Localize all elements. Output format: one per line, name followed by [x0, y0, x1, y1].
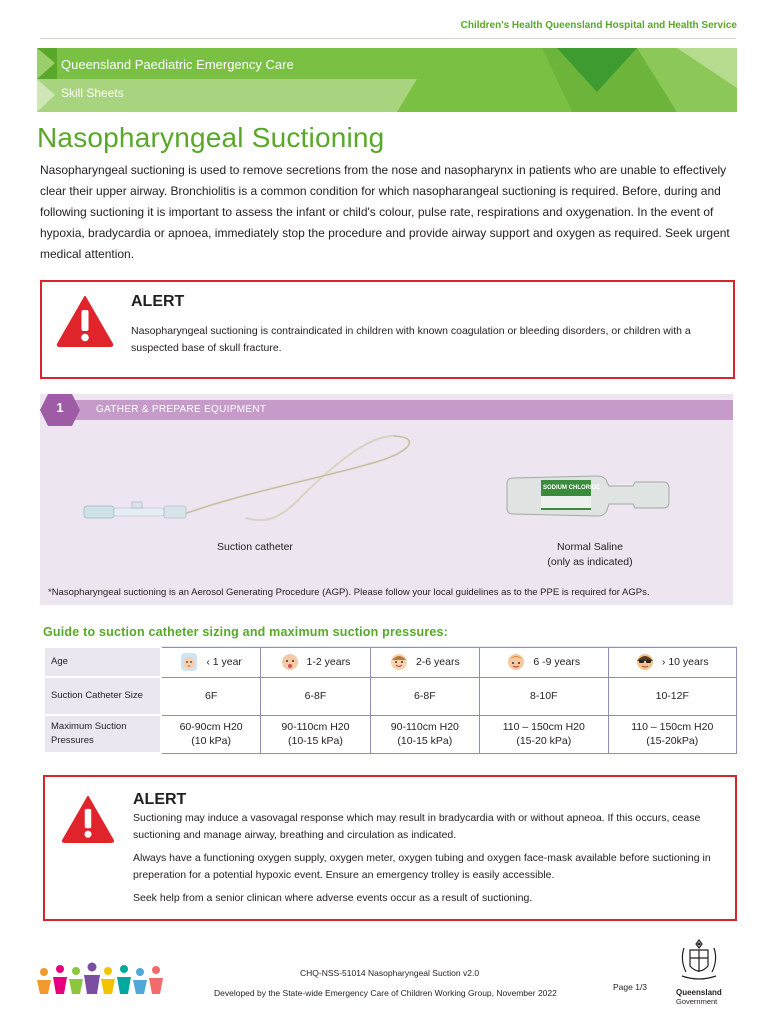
- table-row-size: [44, 677, 737, 715]
- age-label: 1-2 years: [306, 656, 351, 668]
- government-name: Queensland: [676, 988, 722, 997]
- row-label-pressure: Maximum Suction Pressures: [44, 715, 161, 753]
- sizing-table: [43, 646, 737, 754]
- child-face-icon: [390, 653, 408, 671]
- age-cell: [161, 647, 261, 677]
- pressure-cell: [608, 715, 737, 753]
- equipment-panel: [40, 394, 733, 605]
- pressure-cm: 60-90cm H20: [179, 721, 243, 733]
- guide-title: Guide to suction catheter sizing and maximum suction pressures:: [43, 625, 449, 639]
- alert-box-contraindications: [40, 280, 735, 379]
- pressure-cm: 110 – 150cm H20: [502, 721, 585, 733]
- size-cell: 6-8F: [370, 677, 479, 715]
- banner: [37, 48, 737, 112]
- pressure-kpa: (15-20 kPa): [516, 735, 572, 747]
- organisation-name: Children's Health Queensland Hospital and Health Service: [460, 20, 737, 31]
- pressure-kpa: (10-15 kPa): [288, 735, 343, 747]
- saline-caption-line2: (only as indicated): [547, 556, 633, 568]
- developed-by: Developed by the State-wide Emergency Care of Children Working Group, November 2022: [214, 988, 557, 998]
- pressure-cell: [480, 715, 608, 753]
- size-cell: 6-8F: [261, 677, 370, 715]
- intro-paragraph: Nasopharyngeal suctioning is used to remove secretions from the nose and nasopharynx in patients who are unable to effectively clear their upper airway. Bronchiolitis is a common condition for which nasopharangeal suctioning is required. Before, during and following suctioning it is important to assess the infant or child's colour, pulse rate, respirations and oxygenation. In the event of hypoxia, bradycardia or apnoea, immediately stop the procedure and provide airway support and oxygen as required. Seek urgent medical attention.: [40, 163, 730, 261]
- row-label-age: Age: [44, 647, 161, 677]
- pressure-cell: [261, 715, 370, 753]
- alert-text: Nasopharyngeal suctioning is contraindicated in children with known coagulation or bleeding disorders, or children with a suspected base of skull fracture.: [131, 325, 691, 354]
- step-label: GATHER & PREPARE EQUIPMENT: [96, 404, 267, 415]
- pressure-kpa: (15-20kPa): [646, 735, 699, 747]
- step-bar: [52, 400, 733, 420]
- alert-paragraph: Always have a functioning oxygen supply, oxygen meter, oxygen tubing and oxygen face-mask available before suctioning in preperation for a potential hypoxic event. Ensure an emergency trolley is easily accessible.: [133, 852, 711, 881]
- pressure-cell: [370, 715, 479, 753]
- size-cell: 6F: [161, 677, 261, 715]
- warning-icon: [56, 295, 114, 347]
- saline-label: SODIUM CHLORIDE: [543, 485, 600, 491]
- age-label: 2-6 years: [415, 656, 460, 668]
- table-row-pressure: [44, 715, 737, 753]
- pressure-cm: 90-110cm H20: [390, 721, 459, 733]
- header-rule: [40, 38, 736, 39]
- suction-catheter-image: [76, 432, 466, 532]
- older-child-face-icon: [507, 653, 525, 671]
- age-label: 6 -9 years: [533, 656, 581, 668]
- banner-subtitle: Skill Sheets: [61, 86, 124, 100]
- queensland-crest-icon: [676, 936, 722, 986]
- age-label: › 10 years: [661, 656, 709, 668]
- pressure-cell: [161, 715, 261, 753]
- alert-text: [133, 810, 723, 913]
- pressure-kpa: (10 kPa): [191, 735, 231, 747]
- size-cell: 8-10F: [480, 677, 608, 715]
- saline-caption-line1: Normal Saline: [557, 541, 623, 553]
- age-cell: [261, 647, 370, 677]
- warning-icon: [61, 795, 115, 843]
- age-cell: [370, 647, 479, 677]
- page-title: Nasopharyngeal Suctioning: [37, 122, 385, 153]
- agp-note: *Nasopharyngeal suctioning is an Aerosol Generating Procedure (AGP). Please follow your local guidelines as to the PPE is required for AGPs.: [48, 587, 650, 598]
- document-id: CHQ-NSS-51014 Nasopharyngeal Suction v2.0: [300, 968, 480, 978]
- normal-saline-image: [505, 472, 675, 520]
- step-number: 1: [56, 400, 64, 415]
- size-cell: 10-12F: [608, 677, 737, 715]
- age-cell: [480, 647, 608, 677]
- page-number: Page 1/3: [613, 982, 648, 992]
- infant-face-icon: [180, 653, 198, 671]
- toddler-face-icon: [281, 653, 299, 671]
- alert-box-vasovagal: [43, 775, 737, 921]
- pressure-cm: 110 – 150cm H20: [631, 721, 714, 733]
- children-logo: [36, 962, 166, 1002]
- teen-face-icon: [636, 653, 654, 671]
- alert-paragraph: Seek help from a senior clinican where adverse events occur as a result of suctioning.: [133, 892, 533, 904]
- table-row-age: [44, 647, 737, 677]
- saline-caption: [520, 540, 660, 570]
- alert-heading: ALERT: [131, 293, 185, 310]
- catheter-caption: Suction catheter: [217, 541, 293, 553]
- alert-paragraph: Suctioning may induce a vasovagal response which may result in bradycardia with or without apneoa. If this occurs, cease suctioning and manage airway, breathing and circulation as indicated.: [133, 812, 701, 841]
- alert-heading: ALERT: [133, 791, 187, 808]
- pressure-kpa: (10-15 kPa): [397, 735, 453, 747]
- government-sub: Government: [676, 997, 718, 1006]
- banner-title: Queensland Paediatric Emergency Care: [61, 57, 294, 72]
- age-label: ‹ 1 year: [206, 656, 242, 668]
- row-label-size: Suction Catheter Size: [44, 677, 161, 715]
- pressure-cm: 90-110cm H20: [281, 721, 350, 733]
- age-cell: [608, 647, 737, 677]
